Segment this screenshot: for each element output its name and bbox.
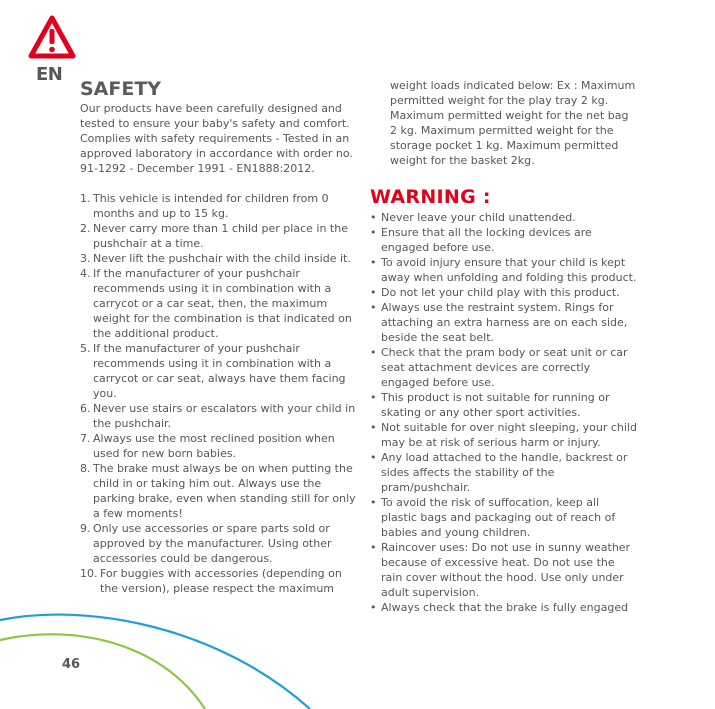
warning-text: Check that the pram body or seat unit or car seat attachment devices are correctly engaged before use. [381,346,628,389]
rule-item [80,341,358,401]
bullet: • [370,346,377,359]
warning-text: Not suitable for over night sleeping, your child may be at risk of serious harm or injury. [381,421,637,449]
rule-number: 9. [80,522,91,535]
bullet: • [370,301,377,314]
warning-item [370,345,638,390]
warning-text: Always use the restraint system. Rings for attaching an extra harness are on each side, beside the seat belt. [381,301,628,344]
rule-number: 6. [80,402,91,415]
rule-item [80,401,358,431]
warning-text: Always check that the brake is fully engaged [381,601,629,614]
right-column [370,78,638,615]
bullet: • [370,391,377,404]
bullet: • [370,601,377,614]
warning-title: WARNING : [370,186,491,208]
decorative-swoosh [0,560,715,709]
warning-item [370,450,638,495]
rule-text: For buggies with accessories (depending on the version), please respect the maximum [100,567,342,595]
language-label: EN [36,64,63,85]
bullet: • [370,286,377,299]
rule-text: If the manufacturer of your pushchair recommends using it in combination with a carrycot or car seat, always have them facing you. [93,342,346,400]
warning-text: To avoid the risk of suffocation, keep all plastic bags and packaging out of reach of babies and young children. [381,496,616,539]
bullet: • [370,226,377,239]
rule-number: 1. [80,192,91,205]
rule-text: Never use stairs or escalators with your child in the pushchair. [93,402,356,430]
warning-text: Do not let your child play with this product. [381,286,620,299]
bullet: • [370,211,377,224]
rule-number: 2. [80,222,91,235]
rule-text: Only use accessories or spare parts sold or approved by the manufacturer. Using other accessories could be dangerous. [93,522,332,565]
bullet: • [370,496,377,509]
warning-text: Never leave your child unattended. [381,211,576,224]
warning-item [370,495,638,540]
warning-text: Raincover uses: Do not use in sunny weather because of excessive heat. Do not use the rain cover without the hood. Use only under adult supervision. [381,541,631,599]
warning-text: Ensure that all the locking devices are engaged before use. [381,226,592,254]
warning-triangle-icon [28,14,76,62]
rule-item [80,431,358,461]
warning-item [370,285,638,300]
rule-item [80,221,358,251]
warning-text: To avoid injury ensure that your child is kept away when unfolding and folding this product. [381,256,637,284]
warning-item [370,300,638,345]
page-number: 46 [62,657,81,672]
bullet: • [370,256,377,269]
rule-number: 7. [80,432,91,445]
warning-item [370,255,638,285]
rule-text: The brake must always be on when putting the child in or taking him out. Always use the parking brake, even when standing still for only a few moments! [93,462,356,520]
rule-number: 5. [80,342,91,355]
safety-rules-list [80,191,358,596]
warning-item [370,210,638,225]
bullet: • [370,421,377,434]
rule-text: Never lift the pushchair with the child inside it. [93,252,351,265]
rule-10-continued: weight loads indicated below: Ex : Maximum permitted weight for the play tray 2 kg. Maximum permitted weight for the net bag 2 kg. Maximum permitted weight for the storage pocket 1 kg. Maximum permitted weight for the basket 2kg. [390,79,636,167]
safety-title: SAFETY [80,78,162,100]
warning-text: This product is not suitable for running or skating or any other sport activities. [381,391,610,419]
rule-text: This vehicle is intended for children from 0 months and up to 15 kg. [93,192,329,220]
warning-item [370,420,638,450]
warning-list [370,210,638,615]
warning-text: Any load attached to the handle, backrest or sides affects the stability of the pram/pushchair. [381,451,628,494]
warning-item [370,390,638,420]
rule-number: 8. [80,462,91,475]
rule-text: Never carry more than 1 child per place in the pushchair at a time. [93,222,348,250]
warning-item [370,225,638,255]
bullet: • [370,541,377,554]
rule-number: 4. [80,267,91,280]
rule-item [80,251,358,266]
safety-intro: Our products have been carefully designed and tested to ensure your baby's safety and comfort. Complies with safety requirements - Tested in an approved laboratory in accordance with order no. 91-1292 - December 1991 - EN1888:2012. [80,102,353,175]
rule-item [80,266,358,341]
rule-text: Always use the most reclined position when used for new born babies. [93,432,335,460]
bullet: • [370,451,377,464]
rule-text: If the manufacturer of your pushchair recommends using it in combination with a carrycot or a car seat, then, the maximum weight for the combination is that indicated on the additional product. [93,267,352,340]
rule-item [80,191,358,221]
rule-item [80,461,358,521]
rule-number: 10. [80,567,98,580]
rule-number: 3. [80,252,91,265]
left-column [80,78,358,596]
